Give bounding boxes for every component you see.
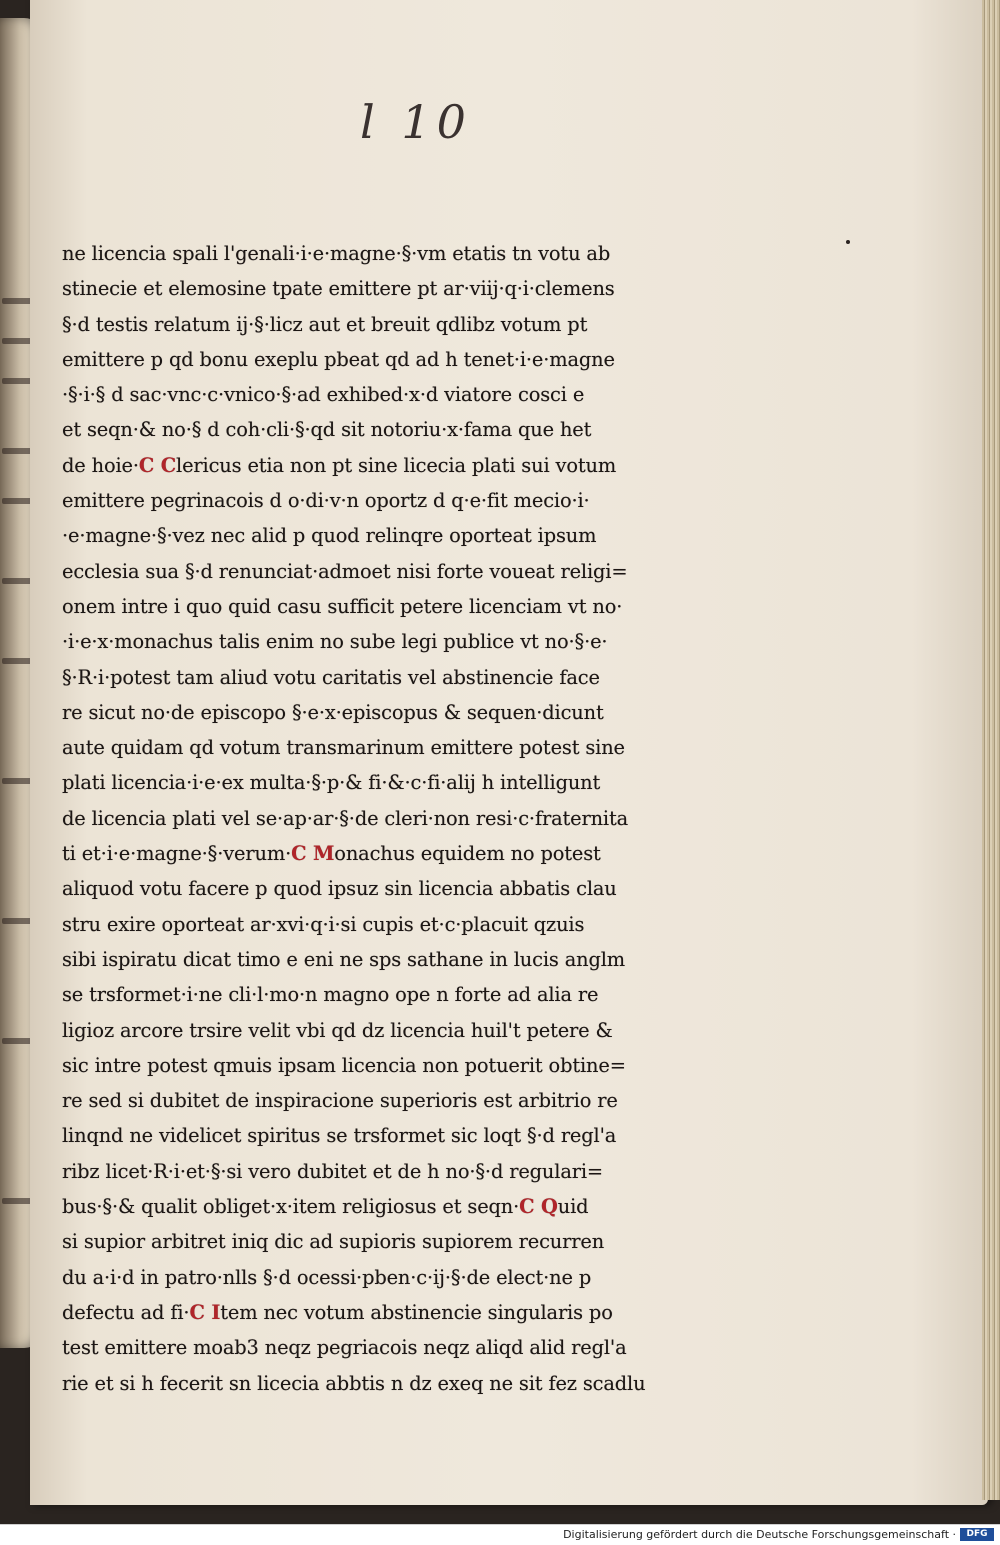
line-text: defectu ad fi· — [62, 1300, 190, 1324]
line-text: se trsformet·i·ne cli·l·mo·n magno ope n forte ad alia re — [62, 983, 599, 1007]
footer-credit: Digitalisierung gefördert durch die Deutsche Forschungsgemeinschaft · — [563, 1528, 956, 1541]
line-text: stru exire oporteat ar·xvi·q·i·si cupis et·c·placuit qzuis — [62, 912, 585, 936]
text-line — [62, 1330, 692, 1365]
line-text: emittere p qd bonu exeplu pbeat qd ad h tenet·i·e·magne — [62, 347, 615, 371]
line-text: uid — [557, 1195, 589, 1219]
line-text: re sicut no·de episcopo §·e·x·episcopus & sequen·dicunt — [62, 700, 604, 724]
line-text: re sed si dubitet de inspiracione superioris est arbitrio re — [62, 1089, 618, 1113]
text-line — [62, 695, 692, 730]
line-text: test emittere moab3 neqz pegriacois neqz aliqd alid regl'a — [62, 1336, 627, 1360]
line-text: aliquod votu facere p quod ipsuz sin licencia abbatis clau — [62, 877, 617, 901]
line-text: ·i·e·x·monachus talis enim no sube legi publice vt no·§·e· — [62, 630, 608, 654]
text-line — [62, 1083, 692, 1118]
text-line — [62, 412, 692, 447]
text-line — [62, 1224, 692, 1259]
text-line — [62, 977, 692, 1012]
text-line — [62, 1118, 692, 1153]
text-line — [62, 801, 692, 836]
rubric-initial: C I — [189, 1300, 221, 1324]
line-text: si supior arbitret iniq dic ad supioris supiorem recurren — [62, 1230, 605, 1254]
text-line — [62, 907, 692, 942]
text-line — [62, 554, 692, 589]
line-text: sic intre potest qmuis ipsam licencia non potuerit obtine= — [62, 1053, 626, 1077]
rubric-initial: C M — [291, 842, 335, 866]
foliation-number: l 10 — [360, 95, 472, 149]
text-line — [62, 377, 692, 412]
line-text: ecclesia sua §·d renunciat·admoet nisi forte voueat religi= — [62, 559, 628, 583]
text-line — [62, 1154, 692, 1189]
text-line — [62, 624, 692, 659]
line-text: linqnd ne videlicet spiritus se trsformet sic loqt §·d regl'a — [62, 1124, 617, 1148]
line-text: rie et si h fecerit sn licecia abbtis n dz exeq ne sit fez scadlu — [62, 1371, 646, 1395]
text-line — [62, 730, 692, 765]
line-text: et seqn·& no·§ d coh·cli·§·qd sit notoriu·x·fama que het — [62, 418, 592, 442]
line-text: plati licencia·i·e·ex multa·§·p·& fi·&·c·fi·alij h intelligunt — [62, 771, 601, 795]
line-text: sibi ispiratu dicat timo e eni ne sps sathane in lucis anglm — [62, 947, 626, 971]
text-line — [62, 1260, 692, 1295]
fore-edge — [982, 0, 1000, 1500]
text-line — [62, 1189, 692, 1224]
text-line — [62, 236, 692, 271]
text-line — [62, 342, 692, 377]
line-text: §·R·i·potest tam aliud votu caritatis vel abstinencie face — [62, 665, 600, 689]
text-line — [62, 942, 692, 977]
line-text: de licencia plati vel se·ap·ar·§·de cleri·non resi·c·fraternita — [62, 806, 629, 830]
ink-dot — [846, 240, 850, 244]
text-line — [62, 1048, 692, 1083]
dfg-logo-icon: DFG — [960, 1528, 994, 1541]
text-line — [62, 307, 692, 342]
text-line — [62, 448, 692, 483]
line-text: de hoie· — [62, 453, 139, 477]
line-text: stinecie et elemosine tpate emittere pt ar·viij·q·i·clemens — [62, 277, 615, 301]
text-line — [62, 836, 692, 871]
line-text: ribz licet·R·i·et·§·si vero dubitet et de h no·§·d regulari= — [62, 1159, 603, 1183]
text-line — [62, 1366, 692, 1401]
rubric-initial: C C — [138, 453, 177, 477]
line-text: emittere pegrinacois d o·di·v·n oportz d q·e·fit mecio·i· — [62, 489, 590, 513]
text-line — [62, 589, 692, 624]
line-text: ·e·magne·§·vez nec alid p quod relinqre oporteat ipsum — [62, 524, 597, 548]
text-line — [62, 1295, 692, 1330]
line-text: tem nec votum abstinencie singularis po — [220, 1300, 613, 1324]
line-text: ne licencia spali l'genali·i·e·magne·§·vm etatis tn votu ab — [62, 242, 611, 265]
line-text: du a·i·d in patro·nlls §·d ocessi·pben·c·ij·§·de elect·ne p — [62, 1265, 592, 1289]
text-column — [62, 236, 692, 1401]
line-text: §·d testis relatum ij·§·licz aut et breuit qdlibz votum pt — [62, 312, 588, 336]
rubric-initial: C Q — [519, 1195, 558, 1219]
text-line — [62, 1013, 692, 1048]
text-line — [62, 483, 692, 518]
text-line — [62, 765, 692, 800]
text-line — [62, 271, 692, 306]
footer-bar — [0, 1524, 1000, 1545]
text-line — [62, 518, 692, 553]
line-text: onem intre i quo quid casu sufficit petere licenciam vt no· — [62, 594, 623, 618]
text-line — [62, 660, 692, 695]
line-text: bus·§·& qualit obliget·x·item religiosus et seqn· — [62, 1195, 520, 1219]
line-text: lericus etia non pt sine licecia plati sui votum — [176, 453, 617, 477]
line-text: ligioz arcore trsire velit vbi qd dz licencia huil't petere & — [62, 1018, 613, 1042]
line-text: onachus equidem no potest — [334, 842, 601, 866]
line-text: aute quidam qd votum transmarinum emittere potest sine — [62, 736, 625, 760]
line-text: ti et·i·e·magne·§·verum· — [62, 842, 292, 866]
text-line — [62, 871, 692, 906]
line-text: ·§·i·§ d sac·vnc·c·vnico·§·ad exhibed·x·d viatore cosci e — [62, 383, 585, 407]
